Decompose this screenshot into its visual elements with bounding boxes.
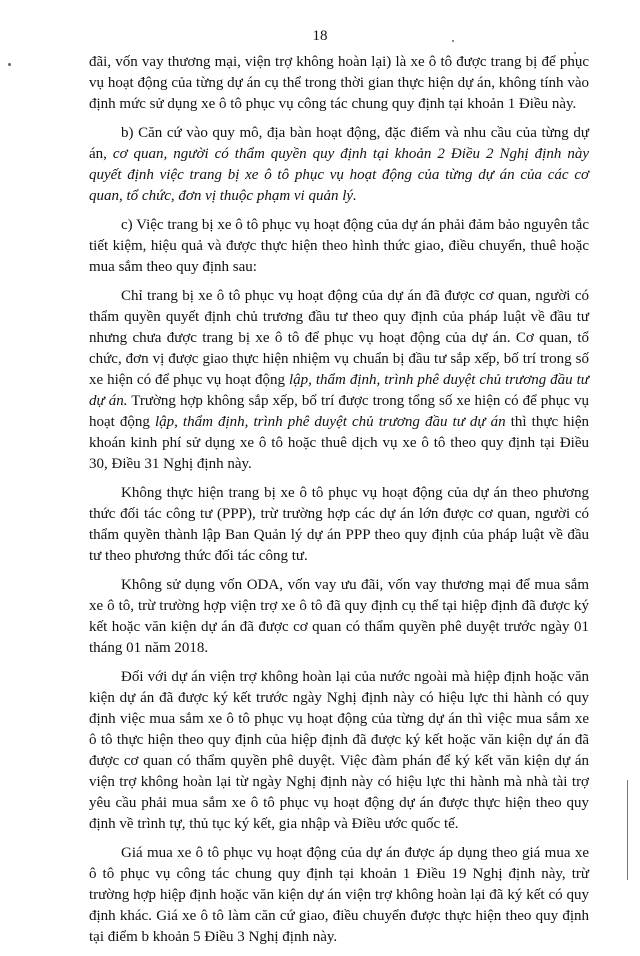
text-run: b) Căn cứ vào quy mô, địa bàn hoạt động, đặc điểm và nhu cầu của từng dự án, [89,125,589,162]
text-run: Chỉ trang bị xe ô tô phục vụ hoạt động của dự án đã được cơ quan, người có thẩm quyền quyết định chủ trương đầu tư theo quy định của pháp luật về đầu tư nhưng chưa được trang bị xe ô tô để phục vụ hoạt động của dự án. Cơ quan, tổ chức, đơn vị được giao thực hiện nhiệm vụ chuẩn bị đầu tư sắp xếp, bố trí trong số xe hiện có để phục vụ hoạt động [89,288,589,388]
page-number: 18 [312,28,328,44]
italic-text-run: lập, thẩm định, trình phê duyệt chủ trương đầu tư dự án. [89,372,589,409]
paragraph [89,123,589,207]
paragraph [89,52,589,115]
text-run: Giá mua xe ô tô phục vụ hoạt động của dự án được áp dụng theo giá mua xe ô tô phục vụ công tác chung quy định tại khoản 1 Điều 19 Nghị định này, trừ trường hợp hiệp định hoặc văn kiện dự án viện trợ không hoàn lại đã ký kết có quy định khác. Giá xe ô tô làm căn cứ giao, điều chuyển được thực hiện theo quy định tại điểm b khoản 5 Điều 3 Nghị định này. [89,845,589,945]
paragraph [89,286,589,475]
scan-speck [452,40,454,42]
italic-text-run: lập, thẩm định, trình phê duyệt chủ trương đầu tư dự án [154,414,506,430]
scan-edge-mark [627,780,628,880]
text-run: Đối với dự án viện trợ không hoàn lại của nước ngoài mà hiệp định hoặc văn kiện dự án đã được ký kết trước ngày Nghị định này có hiệu lực thi hành có quy định việc mua sắm xe ô tô phục vụ hoạt động của từng dự án thì việc mua sắm xe ô tô thực hiện theo quy định của hiệp định đã được ký kết hoặc văn kiện dự án đã được cơ quan có thẩm quyền phê duyệt. Việc đàm phán để ký kết văn kiện dự án viện trợ không hoàn lại từ ngày Nghị định này có hiệu lực thi hành mà nhà tài trợ yêu cầu phải mua sắm xe ô tô phục vụ hoạt động dự án được thực hiện theo quy định về trình tự, thủ tục ký kết, gia nhập và Điều ước quốc tế. [89,669,589,832]
text-run: Không sử dụng vốn ODA, vốn vay ưu đãi, vốn vay thương mại để mua sắm xe ô tô, trừ trường hợp viện trợ xe ô tô đã quy định cụ thể tại hiệp định đã được ký kết hoặc văn kiện dự án đã được cơ quan có thẩm quyền phê duyệt trước ngày 01 tháng 01 năm 2018. [89,577,589,656]
paragraph [89,575,589,659]
text-run: thì thực hiện khoán kinh phí sử dụng xe ô tô hoặc thuê dịch vụ xe ô tô theo quy định tại Điều 30, Điều 31 Nghị định này. [89,414,589,472]
text-run: c) Việc trang bị xe ô tô phục vụ hoạt động của dự án phải đảm bảo nguyên tắc tiết kiệm, hiệu quả và được thực hiện theo hình thức giao, điều chuyển, thuê hoặc mua sắm theo quy định sau: [89,217,589,275]
paragraph [89,483,589,567]
document-body [89,52,589,956]
paragraph [89,215,589,278]
paragraph [89,667,589,835]
text-run: đãi, vốn vay thương mại, viện trợ không hoàn lại) là xe ô tô được trang bị để phục vụ hoạt động của từng dự án cụ thể trong thời gian thực hiện dự án, không tính vào định mức sử dụng xe ô tô phục vụ công tác chung quy định tại khoản 1 Điều này. [89,54,589,112]
text-run: Trường hợp không sắp xếp, bố trí được trong tổng số xe hiện có để phục vụ hoạt động [89,393,589,430]
paragraph [89,843,589,948]
text-run: Không thực hiện trang bị xe ô tô phục vụ hoạt động của dự án theo phương thức đối tác công tư (PPP), trừ trường hợp các dự án lớn được cơ quan, người có thẩm quyền thành lập Ban Quản lý dự án PPP theo quy định của pháp luật về đầu tư theo phương thức đối tác công tư. [89,485,589,564]
scan-speck [8,63,11,66]
italic-text-run: cơ quan, người có thẩm quyền quy định tại khoản 2 Điều 2 Nghị định này quyết định việc trang bị xe ô tô phục vụ hoạt động của từng dự án của các cơ quan, tổ chức, đơn vị thuộc phạm vi quản lý. [89,146,589,204]
